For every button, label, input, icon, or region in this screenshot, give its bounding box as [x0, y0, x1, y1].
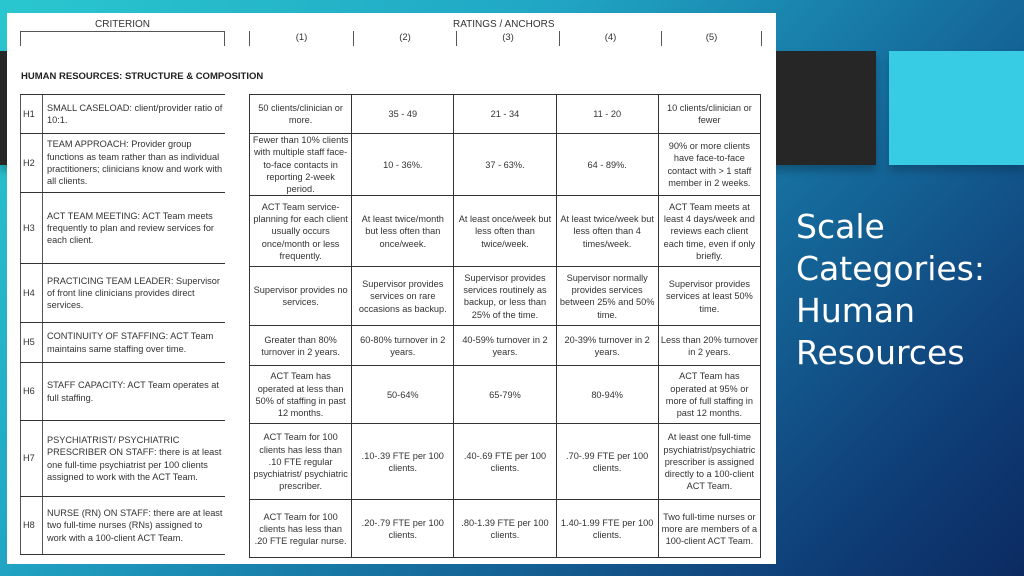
rating-cell-5: ACT Team meets at least 4 days/week and reviews each client each time, even if only briefly.: [658, 196, 760, 267]
rating-cell-5: 90% or more clients have face-to-face contact with > 1 staff member in 2 weeks.: [658, 134, 760, 196]
criterion-description: PRACTICING TEAM LEADER: Supervisor of front line clinicians provides direct services.: [43, 264, 226, 323]
rating-cell-4: 64 - 89%.: [556, 134, 658, 196]
ratings-row-h1: [250, 95, 761, 134]
ratings-row-h6: [250, 366, 761, 424]
rating-cell-2: At least twice/month but less often than once/week.: [352, 196, 454, 267]
criterion-row-h7: [21, 421, 226, 497]
criterion-code: H1: [21, 95, 43, 134]
criterion-description: NURSE (RN) ON STAFF: there are at least two full-time nurses (RNs) assigned to work with a 100-client ACT Team.: [43, 497, 226, 555]
slide-title: [796, 206, 985, 374]
rating-cell-1: Supervisor provides no services.: [250, 267, 352, 326]
rating-cell-2: .20-.79 FTE per 100 clients.: [352, 500, 454, 558]
rating-cell-4: 20-39% turnover in 2 years.: [556, 326, 658, 366]
ratings-table: [249, 94, 761, 558]
criterion-row-h5: [21, 323, 226, 363]
criterion-description: ACT TEAM MEETING: ACT Team meets frequently to plan and review services for each client.: [43, 193, 226, 264]
slide-title-line: Scale: [796, 207, 885, 246]
rating-cell-1: ACT Team service-planning for each client usually occurs once/month or less frequently.: [250, 196, 352, 267]
rating-cell-3: .40-.69 FTE per 100 clients.: [454, 424, 556, 500]
rating-cell-5: 10 clients/clinician or fewer: [658, 95, 760, 134]
ratings-row-h8: [250, 500, 761, 558]
criterion-description: SMALL CASELOAD: client/provider ratio of 10:1.: [43, 95, 226, 134]
criterion-code: H6: [21, 363, 43, 421]
ratings-row-h2: [250, 134, 761, 196]
decorative-cyan-block: [889, 51, 1024, 165]
rating-cell-2: 50-64%: [352, 366, 454, 424]
ratings-row-h5: [250, 326, 761, 366]
criterion-table: [20, 94, 225, 555]
rating-level-4: (4): [559, 31, 661, 46]
ratings-row-h7: [250, 424, 761, 500]
criterion-description: CONTINUITY OF STAFFING: ACT Team maintains same staffing over time.: [43, 323, 226, 363]
slide-title-line: Categories:: [796, 249, 985, 288]
rating-cell-1: 50 clients/clinician or more.: [250, 95, 352, 134]
rating-cell-4: At least twice/week but less often than 4 times/week.: [556, 196, 658, 267]
criterion-row-h4: [21, 264, 226, 323]
rating-cell-2: .10-.39 FTE per 100 clients.: [352, 424, 454, 500]
rating-cell-3: 21 - 34: [454, 95, 556, 134]
slide-title-line: Human: [796, 291, 916, 330]
rating-cell-3: Supervisor provides services routinely as backup, or less than 25% of the time.: [454, 267, 556, 326]
criterion-row-h3: [21, 193, 226, 264]
rating-cell-5: ACT Team has operated at 95% or more of full staffing in past 12 months.: [658, 366, 760, 424]
rating-cell-2: 60-80% turnover in 2 years.: [352, 326, 454, 366]
criterion-description: TEAM APPROACH: Provider group functions as team rather than as individual practitioners; clinicians know and work with all clients.: [43, 134, 226, 193]
criterion-code: H5: [21, 323, 43, 363]
rating-cell-5: At least one full-time psychiatrist/psychiatric prescriber is assigned directly to a 100-client ACT Team.: [658, 424, 760, 500]
rating-cell-4: 80-94%: [556, 366, 658, 424]
rating-cell-3: 40-59% turnover in 2 years.: [454, 326, 556, 366]
ratings-row-h4: [250, 267, 761, 326]
rating-cell-1: ACT Team for 100 clients has less than .10 FTE regular psychiatrist/ psychiatric prescriber.: [250, 424, 352, 500]
rating-cell-2: 35 - 49: [352, 95, 454, 134]
fidelity-scale-document: [7, 13, 776, 564]
rating-cell-3: .80-1.39 FTE per 100 clients.: [454, 500, 556, 558]
criterion-row-h2: [21, 134, 226, 193]
rating-cell-5: Supervisor provides services at least 50% time.: [658, 267, 760, 326]
rating-cell-2: 10 - 36%.: [352, 134, 454, 196]
rating-cell-3: 37 - 63%.: [454, 134, 556, 196]
rating-cell-4: 11 - 20: [556, 95, 658, 134]
criterion-description: PSYCHIATRIST/ PSYCHIATRIC PRESCRIBER ON STAFF: there is at least one full-time psychiatrist per 100 clients assigned to work with the ACT Team.: [43, 421, 226, 497]
rating-cell-1: Fewer than 10% clients with multiple staff face-to-face contacts in reporting 2-week period.: [250, 134, 352, 196]
rating-cell-1: ACT Team for 100 clients has less than .20 FTE regular nurse.: [250, 500, 352, 558]
criterion-header-box: [20, 31, 225, 46]
criterion-row-h6: [21, 363, 226, 421]
rating-level-1: (1): [249, 31, 353, 46]
section-title: HUMAN RESOURCES: STRUCTURE & COMPOSITION: [21, 71, 264, 82]
criterion-code: H3: [21, 193, 43, 264]
rating-cell-1: Greater than 80% turnover in 2 years.: [250, 326, 352, 366]
rating-level-5: (5): [661, 31, 762, 46]
criterion-code: H7: [21, 421, 43, 497]
rating-cell-4: 1.40-1.99 FTE per 100 clients.: [556, 500, 658, 558]
rating-level-3: (3): [456, 31, 559, 46]
rating-cell-3: 65-79%: [454, 366, 556, 424]
rating-cell-5: Two full-time nurses or more are members of a 100-client ACT Team.: [658, 500, 760, 558]
rating-cell-2: Supervisor provides services on rare occasions as backup.: [352, 267, 454, 326]
ratings-row-h3: [250, 196, 761, 267]
rating-cell-4: Supervisor normally provides services between 25% and 50% time.: [556, 267, 658, 326]
rating-cell-1: ACT Team has operated at less than 50% of staffing in past 12 months.: [250, 366, 352, 424]
criterion-description: STAFF CAPACITY: ACT Team operates at full staffing.: [43, 363, 226, 421]
ratings-header: RATINGS / ANCHORS: [453, 19, 555, 30]
criterion-header: CRITERION: [95, 19, 150, 30]
criterion-row-h8: [21, 497, 226, 555]
criterion-code: H4: [21, 264, 43, 323]
criterion-code: H8: [21, 497, 43, 555]
rating-level-2: (2): [353, 31, 456, 46]
rating-cell-3: At least once/week but less often than twice/week.: [454, 196, 556, 267]
slide-title-line: Resources: [796, 333, 965, 372]
criterion-code: H2: [21, 134, 43, 193]
rating-cell-4: .70-.99 FTE per 100 clients.: [556, 424, 658, 500]
criterion-row-h1: [21, 95, 226, 134]
rating-cell-5: Less than 20% turnover in 2 years.: [658, 326, 760, 366]
